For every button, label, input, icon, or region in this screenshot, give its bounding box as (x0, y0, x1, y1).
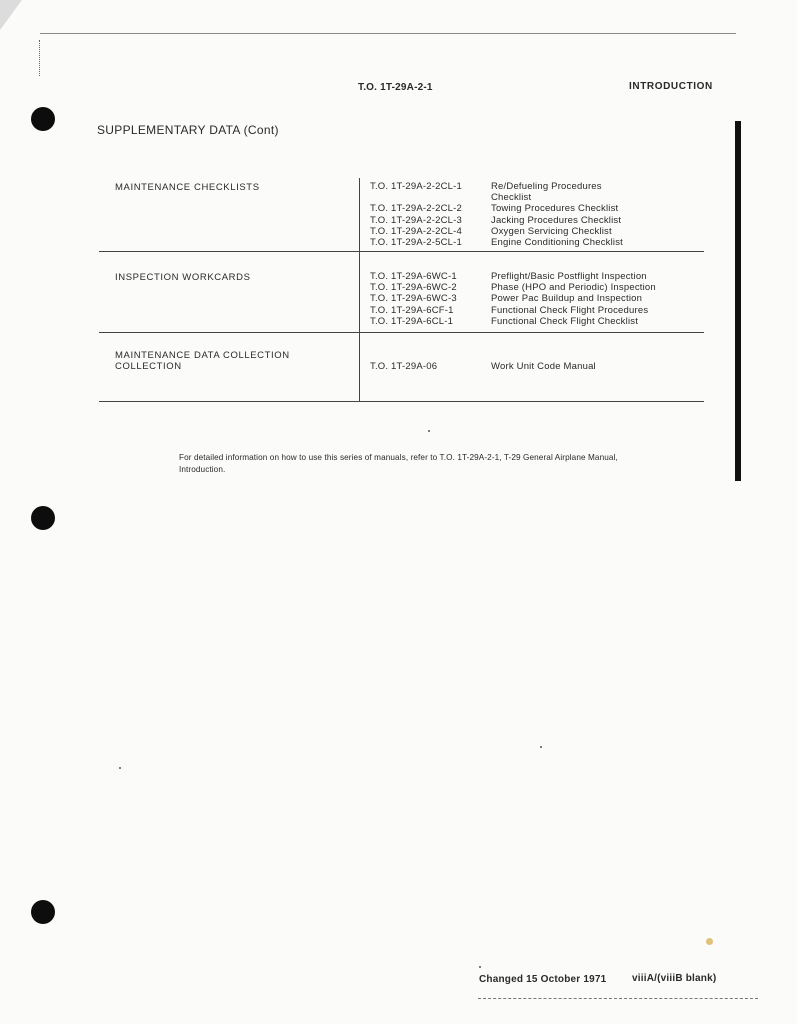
binder-hole-bottom (31, 900, 55, 924)
category-maintenance-checklists: MAINTENANCE CHECKLISTS (115, 182, 260, 193)
entries-maintenance-checklists (370, 181, 704, 248)
table-bottom-rule (99, 401, 704, 402)
page-number: viiiA/(viiiB blank) (632, 973, 717, 984)
page-corner-fold (0, 0, 22, 30)
document-number: T.O. 1T-29A-2-1 (358, 82, 433, 93)
column-divider (359, 178, 360, 402)
to-number: T.O. 1T-29A-2-2CL-4 (370, 225, 462, 237)
table-row (370, 215, 704, 226)
to-title: Phase (HPO and Periodic) Inspection (491, 282, 656, 294)
category-maintenance-data-collection (115, 350, 345, 372)
to-title: Functional Check Flight Checklist (491, 315, 639, 327)
category-inspection-workcards: INSPECTION WORKCARDS (115, 272, 251, 283)
change-bar (735, 121, 741, 481)
to-number: T.O. 1T-29A-2-2CL-1 (370, 181, 462, 192)
to-title: Towing Procedures Checklist (491, 203, 619, 215)
to-number: T.O. 1T-29A-6CL-1 (370, 315, 454, 327)
to-title-line2: Checklist (491, 192, 532, 204)
to-title: Power Pac Buildup and Inspection (491, 293, 643, 305)
supplementary-data-table (99, 178, 704, 406)
to-title: Functional Check Flight Procedures (491, 304, 649, 316)
table-row (370, 282, 704, 293)
binder-hole-top (31, 107, 55, 131)
category-line1: MAINTENANCE DATA COLLECTION (115, 350, 290, 361)
table-row (370, 271, 704, 282)
to-number: T.O. 1T-29A-6WC-1 (370, 271, 457, 282)
section-title: INTRODUCTION (629, 81, 713, 92)
entries-maintenance-data-collection (370, 361, 704, 372)
to-title-line1: Re/Defueling Procedures (491, 181, 602, 192)
scan-speck (428, 430, 430, 432)
bottom-rule (478, 998, 758, 1000)
row-divider (99, 251, 704, 252)
to-number: T.O. 1T-29A-06 (370, 361, 438, 372)
to-title: Jacking Procedures Checklist (491, 214, 622, 226)
entries-inspection-workcards (370, 271, 704, 327)
table-row (370, 293, 704, 304)
to-number: T.O. 1T-29A-2-2CL-2 (370, 203, 462, 215)
to-number: T.O. 1T-29A-6WC-2 (370, 282, 457, 294)
row-divider (99, 332, 704, 333)
change-date: Changed 15 October 1971 (479, 974, 607, 985)
table-row (370, 316, 704, 327)
to-title: Preflight/Basic Postflight Inspection (491, 271, 647, 282)
to-title: Oxygen Servicing Checklist (491, 225, 612, 237)
margin-tick (39, 40, 41, 76)
table-row (370, 203, 704, 214)
to-title (491, 181, 704, 203)
table-row (370, 361, 704, 372)
category-line2: COLLECTION (115, 361, 182, 372)
scan-speck (479, 966, 481, 968)
scan-stain (706, 938, 713, 945)
usage-note: For detailed information on how to use this series of manuals, refer to T.O. 1T-29A-2-1, T-29 General Airplane Manual, Introduction. (179, 453, 618, 474)
table-row (370, 237, 704, 248)
to-title: Work Unit Code Manual (491, 361, 596, 372)
binder-hole-middle (31, 506, 55, 530)
top-rule (40, 33, 736, 34)
to-number: T.O. 1T-29A-6WC-3 (370, 293, 457, 305)
scan-speck (119, 767, 121, 769)
table-row (370, 226, 704, 237)
to-number: T.O. 1T-29A-6CF-1 (370, 304, 454, 316)
to-number: T.O. 1T-29A-2-2CL-3 (370, 214, 462, 226)
scan-speck (540, 746, 542, 748)
table-row (370, 181, 704, 203)
table-row (370, 305, 704, 316)
section-heading: SUPPLEMENTARY DATA (Cont) (97, 123, 279, 137)
to-number: T.O. 1T-29A-2-5CL-1 (370, 237, 462, 249)
to-title: Engine Conditioning Checklist (491, 237, 624, 249)
